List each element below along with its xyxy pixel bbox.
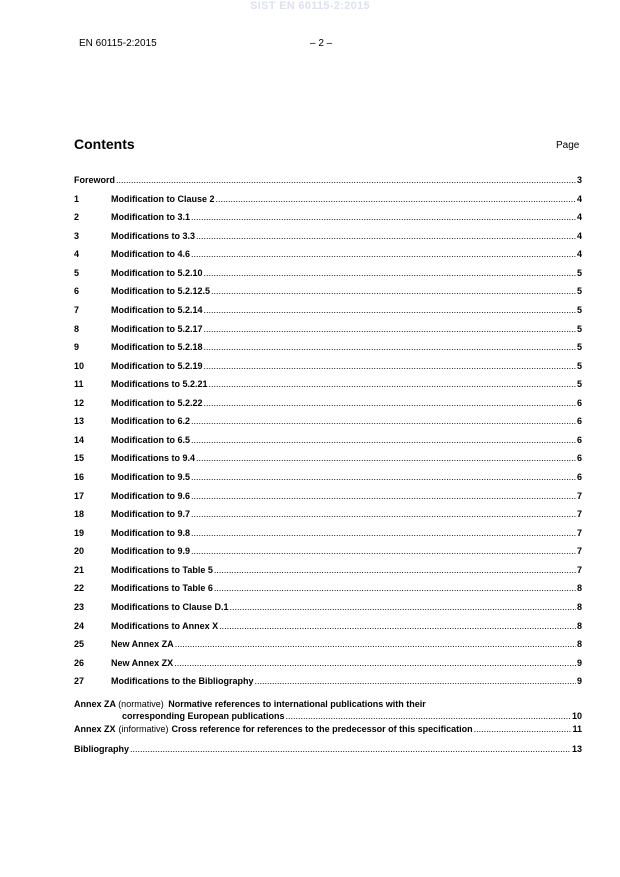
- dot-leader: [204, 361, 576, 371]
- toc-entry[interactable]: [74, 546, 582, 565]
- toc-entry-title: Modifications to 9.4: [111, 453, 196, 464]
- toc-entry-page: 7: [576, 546, 582, 557]
- dot-leader: [191, 435, 576, 445]
- toc-entry-title: Modification to 9.7: [111, 509, 191, 520]
- toc-entry-number: 17: [74, 490, 85, 501]
- toc-entry-title: Modification to 5.2.10: [111, 267, 203, 278]
- toc-entry-number: 15: [74, 453, 85, 464]
- bibliography-page: 13: [571, 744, 582, 755]
- toc-entry-number: 4: [74, 249, 80, 260]
- toc-entry-title: Modifications to Annex X: [111, 620, 219, 631]
- toc-entry-page: 5: [576, 304, 582, 315]
- toc-entry-title: Modification to 5.2.17: [111, 323, 203, 334]
- dot-leader: [216, 194, 576, 204]
- toc-entry-page: 8: [576, 639, 582, 650]
- toc-entry-page: 5: [576, 360, 582, 371]
- toc-entry-annex-zx[interactable]: [74, 724, 582, 743]
- toc-entry-page: 4: [576, 249, 582, 260]
- dot-leader: [474, 724, 572, 734]
- dot-leader: [230, 602, 576, 612]
- toc-entry[interactable]: [74, 491, 582, 510]
- toc-entry[interactable]: [74, 676, 582, 695]
- document-id: EN 60115-2:2015: [79, 38, 157, 49]
- toc-entry-title: Modifications to 3.3: [111, 230, 196, 241]
- toc-entry[interactable]: [74, 453, 582, 472]
- toc-entry-title: Modification to 4.6: [111, 249, 191, 260]
- dot-leader: [214, 583, 576, 593]
- dot-leader: [175, 639, 576, 649]
- toc-entry[interactable]: [74, 268, 582, 287]
- toc-entry-title: Modification to 9.5: [111, 472, 191, 482]
- toc-entry-title: Modification to 9.9: [111, 546, 191, 557]
- page-column-label: Page: [556, 140, 580, 151]
- toc-entry-number: 18: [74, 509, 85, 520]
- dot-leader: [255, 676, 576, 686]
- toc-entry[interactable]: [74, 286, 582, 305]
- dot-leader: [209, 379, 576, 389]
- toc-entry-page: 5: [576, 286, 582, 297]
- toc-entry-title: Modification to 6.5: [111, 434, 191, 445]
- dot-leader: [191, 249, 576, 259]
- toc-entry-number: 21: [74, 564, 85, 575]
- toc-entry-title: Modification to 9.6: [111, 490, 191, 501]
- dot-leader: [130, 744, 571, 754]
- toc-entry-number: 1: [74, 193, 80, 204]
- toc-entry-title: Modifications to 5.2.21: [111, 379, 208, 390]
- toc-entry-number: 24: [74, 620, 85, 631]
- annex-zx-title: Cross reference for references to the predecessor of this specification: [171, 723, 473, 734]
- toc-entry-page: 5: [576, 267, 582, 278]
- toc-entry-page: 5: [576, 323, 582, 334]
- toc-entry-title: Modification to 9.8: [111, 527, 191, 538]
- annex-zx-label: Annex ZX: [74, 723, 116, 734]
- dot-leader: [204, 268, 576, 278]
- toc-entry[interactable]: [74, 583, 582, 602]
- toc-entry-number: 27: [74, 676, 85, 687]
- annex-za-status: (normative): [118, 698, 164, 709]
- contents-title: Contents: [74, 136, 135, 152]
- toc-entry-title: Modification to 3.1: [111, 212, 191, 223]
- toc-entry-number: 14: [74, 434, 85, 445]
- dot-leader: [196, 453, 576, 463]
- toc-entry[interactable]: [74, 249, 582, 268]
- toc-entry-number: 20: [74, 546, 85, 557]
- annex-za-page: 10: [571, 710, 582, 721]
- dot-leader: [211, 286, 576, 296]
- dot-leader: [191, 416, 576, 426]
- dot-leader: [204, 398, 576, 408]
- toc-entry-page: 8: [576, 583, 582, 594]
- dot-leader: [204, 305, 576, 315]
- dot-leader: [191, 491, 576, 501]
- dot-leader: [196, 231, 576, 241]
- watermark: SIST EN 60115-2:2015: [250, 0, 370, 12]
- dot-leader: [191, 472, 576, 482]
- toc-entry-page: 7: [576, 564, 582, 575]
- toc-entry[interactable]: [74, 658, 582, 677]
- toc-entry-page: 5: [576, 379, 582, 390]
- toc-entry[interactable]: [74, 621, 582, 640]
- toc-entry-page: 4: [576, 230, 582, 241]
- toc-entry-title: Modifications to Clause D.1: [111, 601, 229, 612]
- annex-za-title-line1: Normative references to international publications with their: [168, 698, 426, 709]
- toc-entry-title: Modification to 5.2.22: [111, 397, 203, 408]
- toc-entry-number: 3: [74, 230, 80, 241]
- toc-entry-page: 4: [576, 212, 582, 223]
- toc-entry[interactable]: [74, 565, 582, 584]
- dot-leader: [204, 342, 576, 352]
- toc-entry-title: Modification to 5.2.14: [111, 304, 203, 315]
- dot-leader: [191, 509, 576, 519]
- toc-entry-title: Modification to 6.2: [111, 416, 191, 427]
- toc-entry-title: Modification to 5.2.19: [111, 360, 203, 371]
- toc-entry-number: 6: [74, 286, 80, 297]
- toc-items: [74, 194, 582, 695]
- bibliography-label: Bibliography: [74, 744, 130, 755]
- toc-entry-number: 7: [74, 304, 80, 315]
- toc-entry[interactable]: [74, 194, 582, 213]
- toc-entry-page: 6: [576, 434, 582, 445]
- toc-entry[interactable]: [74, 472, 582, 491]
- toc-entry-page: 5: [576, 342, 582, 353]
- toc-entry[interactable]: [74, 231, 582, 250]
- toc-entry-foreword[interactable]: [74, 175, 582, 194]
- toc-entry[interactable]: [74, 398, 582, 417]
- toc-entry-page: 7: [576, 490, 582, 501]
- toc-entry-number: 5: [74, 267, 80, 278]
- toc-entry-number: 13: [74, 416, 85, 427]
- dot-leader: [286, 710, 571, 722]
- toc-entry[interactable]: [74, 361, 582, 380]
- annex-zx-page: 11: [572, 723, 582, 734]
- toc-entry[interactable]: [74, 379, 582, 398]
- toc-entry-number: 25: [74, 639, 85, 650]
- toc-entry-page: 8: [576, 620, 582, 631]
- toc-entry-number: 12: [74, 397, 85, 408]
- toc-entry-page: 6: [576, 397, 582, 408]
- toc-entry-number: 8: [74, 323, 80, 334]
- toc-entry-number: 22: [74, 583, 85, 594]
- dot-leader: [219, 621, 576, 631]
- toc-entry[interactable]: [74, 639, 582, 658]
- annex-za-label: Annex ZA: [74, 698, 116, 709]
- toc-entry[interactable]: [74, 509, 582, 528]
- toc-entry-title: Modification to 5.2.12.5: [111, 286, 211, 297]
- toc-entry-page: 7: [576, 527, 582, 538]
- toc-entry-page: 9: [576, 676, 582, 687]
- toc-entry-page: 8: [576, 601, 582, 612]
- dot-leader: [214, 565, 576, 575]
- dot-leader: [191, 528, 576, 538]
- toc-entry-number: 2: [74, 212, 80, 223]
- toc-entry-title: Modifications to Table 5: [111, 564, 213, 575]
- toc-entry-page: 9: [576, 657, 582, 668]
- toc-entry-title: Modification to Clause 2: [111, 193, 215, 204]
- toc-entry-bibliography[interactable]: [74, 744, 582, 763]
- toc-entry-annex-za[interactable]: [74, 698, 582, 722]
- toc-entry[interactable]: [74, 435, 582, 454]
- toc-entry-title: Foreword: [74, 175, 116, 185]
- annex-za-title-line2: corresponding European publications: [122, 710, 285, 721]
- toc-entry[interactable]: [74, 602, 582, 621]
- toc-entry-page: 6: [576, 453, 582, 464]
- page-number: – 2 –: [310, 38, 333, 49]
- toc-entry-number: 26: [74, 657, 85, 668]
- dot-leader: [191, 212, 576, 222]
- toc-entry-number: 10: [74, 360, 85, 371]
- dot-leader: [204, 324, 576, 334]
- toc-entry[interactable]: [74, 305, 582, 324]
- annex-zx-status: (informative): [118, 723, 169, 734]
- toc-entry-title: Modification to 5.2.18: [111, 342, 203, 353]
- toc-entry[interactable]: [74, 212, 582, 231]
- toc-entry-page: 4: [576, 193, 582, 204]
- toc-entry-title: New Annex ZA: [111, 639, 174, 650]
- toc-entry-number: 16: [74, 472, 85, 482]
- toc-entry-page: 6: [576, 416, 582, 427]
- toc-entry-page: 3: [576, 175, 582, 185]
- dot-leader: [116, 175, 576, 185]
- toc-entry[interactable]: [74, 342, 582, 361]
- toc-entry[interactable]: [74, 528, 582, 547]
- dot-leader: [174, 658, 576, 668]
- toc-entry-page: 6: [576, 472, 582, 482]
- toc-entry-number: 19: [74, 527, 85, 538]
- toc-entry-title: Modifications to Table 6: [111, 583, 213, 594]
- toc-entry-title: New Annex ZX: [111, 657, 174, 668]
- toc-entry-page: 7: [576, 509, 582, 520]
- toc-entry[interactable]: [74, 416, 582, 435]
- dot-leader: [191, 546, 576, 556]
- toc-entry-title: Modifications to the Bibliography: [111, 676, 254, 687]
- table-of-contents: [74, 175, 582, 763]
- toc-entry-number: 9: [74, 342, 80, 353]
- toc-entry-number: 11: [74, 379, 84, 390]
- toc-entry-number: 23: [74, 601, 85, 612]
- toc-entry[interactable]: [74, 324, 582, 343]
